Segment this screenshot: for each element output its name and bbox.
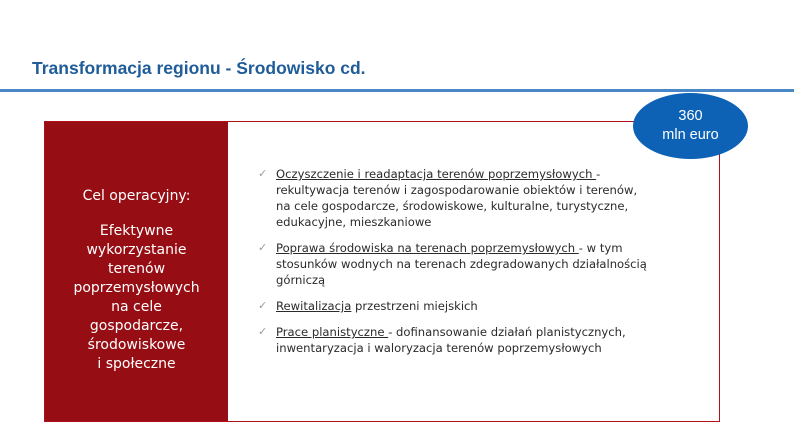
checkmark-icon: ✓ [258,325,268,338]
item-text: - dofinansowanie działań planistycznych, [388,325,626,339]
checkmark-icon: ✓ [258,299,268,312]
title-divider [0,89,794,92]
item-text: na cele gospodarcze, środowiskowe, kulturalne, turystyczne, [276,199,629,213]
budget-amount: 360 [678,108,703,124]
list-item [258,298,698,314]
budget-badge [633,93,748,159]
item-text: rekultywacja terenów i zagospodarowanie obiektów i terenów, [276,183,638,197]
item-text: stosunków wodnych na terenach zdegradowanych działalnością [276,257,647,271]
goal-line: środowiskowe [87,337,186,353]
list-item [258,166,698,230]
goal-text [45,222,228,374]
list-item [258,324,698,356]
goal-line: Efektywne [99,223,174,239]
item-text: - w tym [578,241,623,255]
goal-line: terenów [107,261,166,277]
list-item [258,240,698,288]
goal-label: Cel operacyjny: [82,188,191,204]
goal-line: na cele [111,299,162,315]
checkmark-icon: ✓ [258,167,268,180]
item-heading: Oczyszczenie i readaptacja terenów poprzemysłowych [276,167,597,181]
budget-unit: mln euro [662,127,719,143]
item-text: edukacyjne, mieszkaniowe [276,215,432,229]
checkmark-icon: ✓ [258,241,268,254]
item-text: górniczą [276,273,326,287]
content-panel [44,121,720,422]
action-list [258,166,698,366]
goal-line: poprzemysłowych [73,280,200,296]
goal-line: gospodarcze, [89,318,184,334]
operational-goal-box [45,122,228,421]
goal-line: wykorzystanie [86,242,187,258]
item-heading: Poprawa środowiska na terenach poprzemysłowych [276,241,579,255]
item-text: przestrzeni miejskich [351,299,478,313]
goal-line: i społeczne [97,356,176,372]
item-text: inwentaryzacja i waloryzacja terenów poprzemysłowych [276,341,602,355]
item-heading: Prace planistyczne [276,325,389,339]
item-heading: Rewitalizacja [276,299,352,313]
page-title: Transformacja regionu - Środowisko cd. [32,58,366,78]
item-text: - [596,167,601,181]
